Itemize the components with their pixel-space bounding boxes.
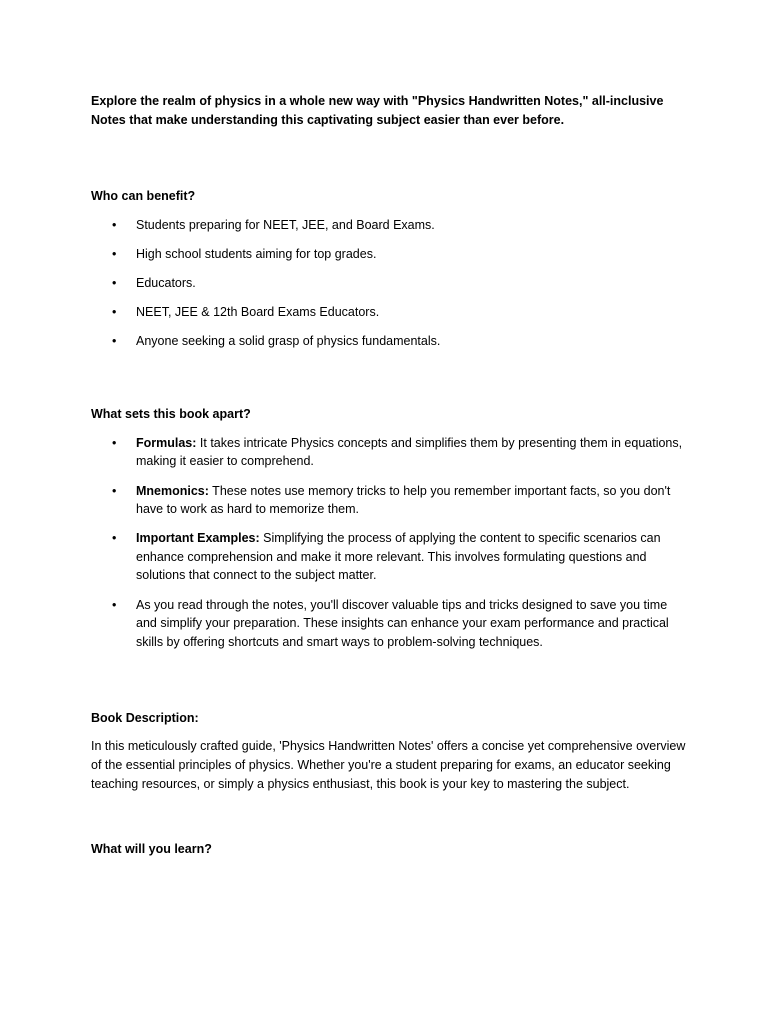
book-description-heading: Book Description: — [91, 710, 199, 725]
list-item-text: Students preparing for NEET, JEE, and Board Exams. — [136, 217, 435, 232]
book-description-text: In this meticulously crafted guide, 'Physics Handwritten Notes' offers a concise yet comprehensive overview of the essential principles of physics. Whether you're a student preparing for exams, an educator seeking teaching resources, or simply a physics enthusiast, this book is your key to mastering the subject. — [91, 739, 686, 791]
list-item-label: Mnemonics: — [136, 483, 209, 498]
list-item-label: Important Examples: — [136, 531, 260, 546]
intro-paragraph: Explore the realm of physics in a whole new way with "Physics Handwritten Notes," all-inclusive Notes that make understanding this captivating subject easier than ever before. — [91, 94, 664, 127]
bullet-icon: • — [112, 275, 117, 290]
bullet-icon: • — [112, 305, 117, 320]
list-item — [91, 303, 691, 322]
what-sets-apart-heading: What sets this book apart? — [91, 407, 251, 422]
bullet-icon: • — [112, 217, 117, 232]
list-item — [91, 529, 691, 585]
list-item — [91, 434, 691, 471]
document-page — [91, 92, 691, 869]
who-can-benefit-list — [91, 216, 691, 351]
list-item-text: These notes use memory tricks to help you remember important facts, so you don't have to work as hard to memorize them. — [136, 483, 671, 517]
list-item-text: Simplifying the process of applying the content to specific scenarios can enhance comprehension and make it more relevant. This involves formulating questions and solutions that connect to the subject matter. — [136, 531, 661, 583]
what-will-you-learn-heading: What will you learn? — [91, 842, 212, 857]
bullet-icon: • — [112, 246, 117, 261]
list-item-text: Anyone seeking a solid grasp of physics fundamentals. — [136, 334, 441, 349]
what-sets-apart-list — [91, 434, 691, 651]
list-item — [91, 245, 691, 264]
list-item — [91, 482, 691, 519]
spacer — [91, 361, 691, 405]
bullet-icon: • — [112, 531, 117, 546]
list-item-text: Educators. — [136, 275, 196, 290]
spacer — [91, 662, 691, 709]
list-item-text: It takes intricate Physics concepts and simplifies them by presenting them in equations, making it easier to comprehend. — [136, 435, 683, 469]
bullet-icon: • — [112, 435, 117, 450]
list-item — [91, 274, 691, 293]
bullet-icon: • — [112, 483, 117, 498]
list-item — [91, 216, 691, 235]
list-item — [91, 332, 691, 351]
bullet-icon: • — [112, 334, 117, 349]
list-item — [91, 596, 691, 652]
list-item-text: High school students aiming for top grades. — [136, 246, 377, 261]
spacer — [91, 793, 691, 840]
who-can-benefit-heading: Who can benefit? — [91, 189, 196, 204]
bullet-icon: • — [112, 597, 117, 612]
list-item-text: As you read through the notes, you'll discover valuable tips and tricks designed to save you time and simplify your preparation. These insights can enhance your exam performance and practical skills by offering shortcuts and smart ways to problem-solving techniques. — [136, 597, 669, 649]
list-item-label: Formulas: — [136, 435, 197, 450]
list-item-text: NEET, JEE & 12th Board Exams Educators. — [136, 305, 380, 320]
